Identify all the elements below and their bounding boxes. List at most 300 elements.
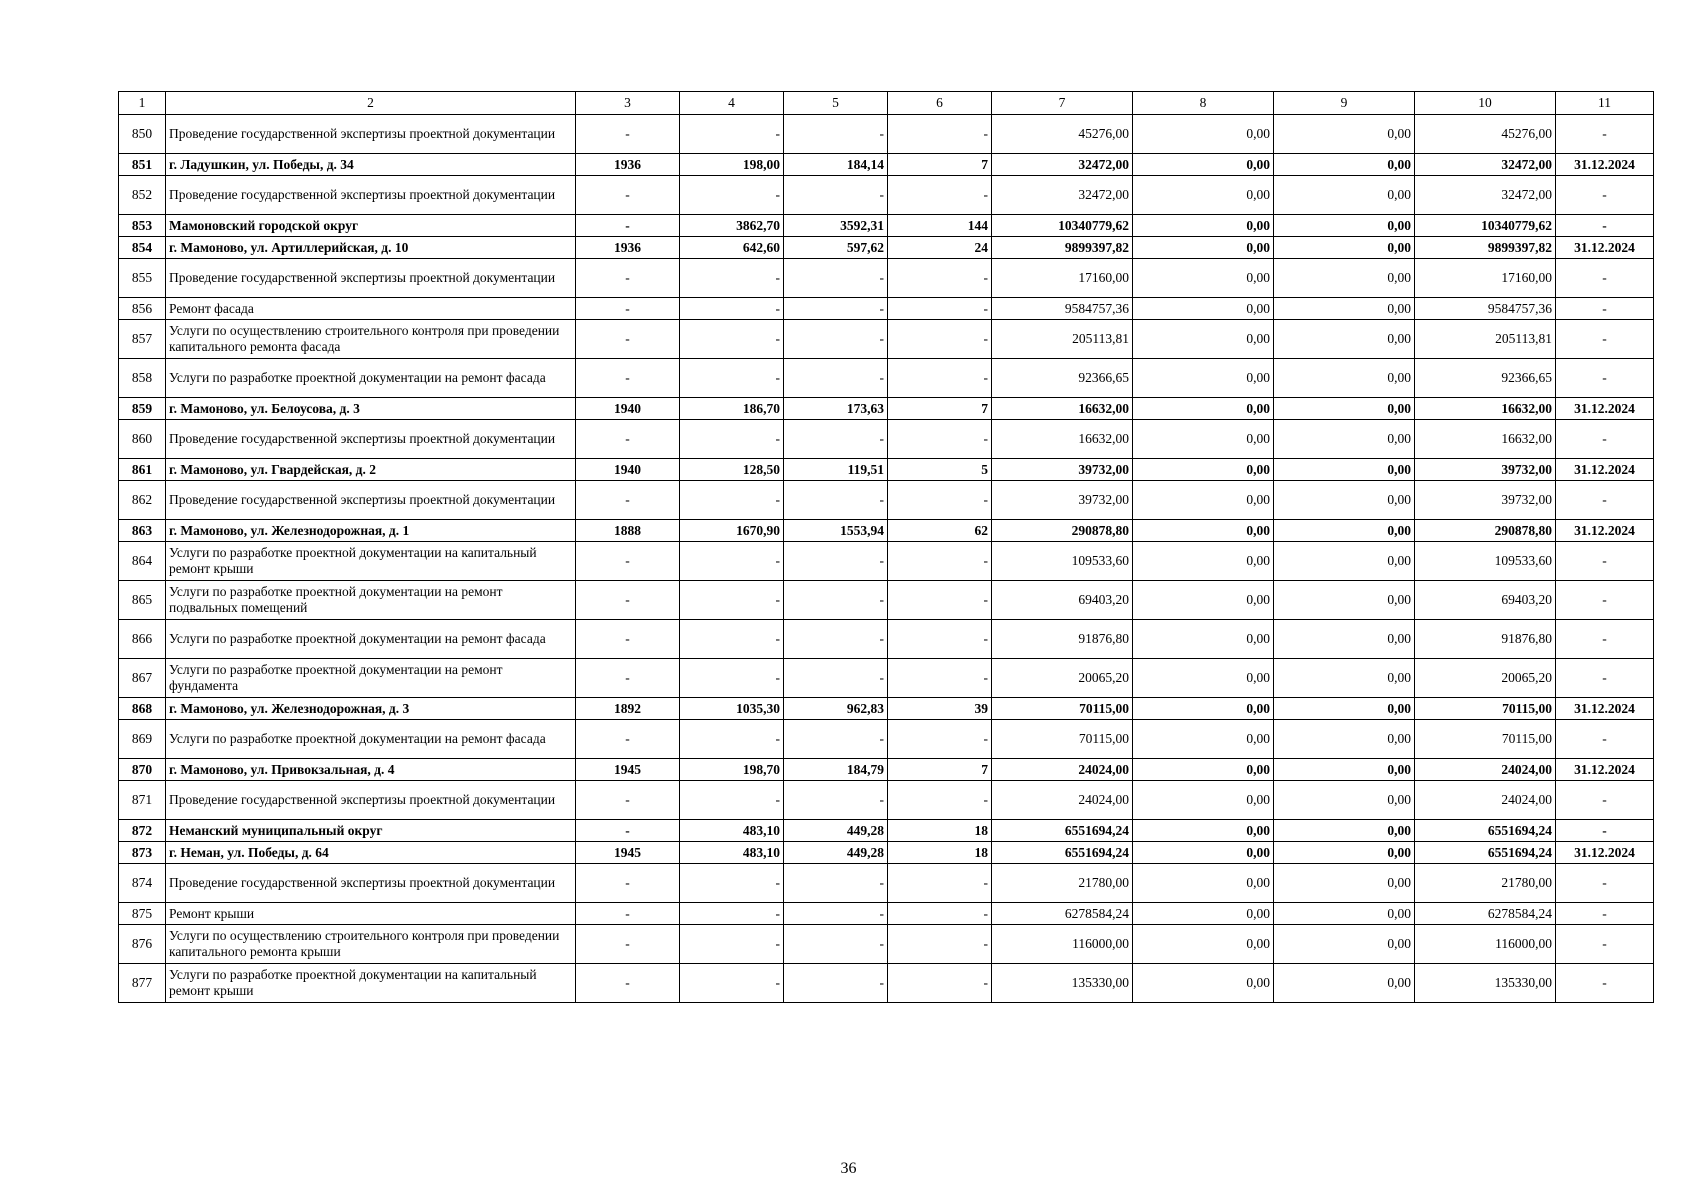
total-area-cell: 642,60 [680, 237, 784, 259]
row-number-cell: 873 [119, 842, 166, 864]
build-year-cell: - [576, 359, 680, 398]
total-area-cell: 128,50 [680, 459, 784, 481]
fund-regional-cell: 0,00 [1274, 542, 1415, 581]
fund-federal-cell: 0,00 [1133, 115, 1274, 154]
fund-owners-cell: 10340779,62 [1415, 215, 1556, 237]
fund-owners-cell: 16632,00 [1415, 398, 1556, 420]
total-area-cell: - [680, 925, 784, 964]
residents-cell: 62 [888, 520, 992, 542]
row-name-cell: Проведение государственной экспертизы проектной документации [166, 420, 576, 459]
row-number-cell: 864 [119, 542, 166, 581]
total-cost-cell: 70115,00 [992, 720, 1133, 759]
deadline-cell: - [1556, 481, 1654, 520]
fund-owners-cell: 6278584,24 [1415, 903, 1556, 925]
residents-cell: 7 [888, 759, 992, 781]
row-number-cell: 865 [119, 581, 166, 620]
living-area-cell: 449,28 [784, 820, 888, 842]
total-cost-cell: 91876,80 [992, 620, 1133, 659]
build-year-cell: - [576, 176, 680, 215]
living-area-cell: 184,14 [784, 154, 888, 176]
fund-regional-cell: 0,00 [1274, 698, 1415, 720]
table-row [119, 215, 1654, 237]
residents-cell: - [888, 176, 992, 215]
row-name-cell: Проведение государственной экспертизы проектной документации [166, 176, 576, 215]
total-cost-cell: 32472,00 [992, 176, 1133, 215]
fund-owners-cell: 17160,00 [1415, 259, 1556, 298]
build-year-cell: 1945 [576, 842, 680, 864]
residents-cell: - [888, 659, 992, 698]
table-row [119, 115, 1654, 154]
row-number-cell: 869 [119, 720, 166, 759]
table-row [119, 359, 1654, 398]
row-name-cell: г. Мамоново, ул. Привокзальная, д. 4 [166, 759, 576, 781]
residents-cell: - [888, 259, 992, 298]
residents-cell: - [888, 864, 992, 903]
table-row [119, 481, 1654, 520]
living-area-cell: - [784, 581, 888, 620]
fund-owners-cell: 109533,60 [1415, 542, 1556, 581]
total-area-cell: 3862,70 [680, 215, 784, 237]
total-area-cell: - [680, 420, 784, 459]
fund-regional-cell: 0,00 [1274, 620, 1415, 659]
row-name-cell: г. Мамоново, ул. Железнодорожная, д. 3 [166, 698, 576, 720]
row-number-cell: 851 [119, 154, 166, 176]
table-row [119, 903, 1654, 925]
total-cost-cell: 92366,65 [992, 359, 1133, 398]
row-name-cell: г. Ладушкин, ул. Победы, д. 34 [166, 154, 576, 176]
column-number-row [119, 92, 1654, 115]
fund-owners-cell: 32472,00 [1415, 176, 1556, 215]
deadline-cell: - [1556, 781, 1654, 820]
deadline-cell: - [1556, 320, 1654, 359]
fund-regional-cell: 0,00 [1274, 842, 1415, 864]
row-name-cell: Проведение государственной экспертизы проектной документации [166, 781, 576, 820]
fund-federal-cell: 0,00 [1133, 237, 1274, 259]
fund-regional-cell: 0,00 [1274, 581, 1415, 620]
deadline-cell: 31.12.2024 [1556, 520, 1654, 542]
fund-federal-cell: 0,00 [1133, 398, 1274, 420]
total-area-cell: 483,10 [680, 842, 784, 864]
fund-owners-cell: 205113,81 [1415, 320, 1556, 359]
table-row [119, 542, 1654, 581]
fund-federal-cell: 0,00 [1133, 842, 1274, 864]
build-year-cell: - [576, 115, 680, 154]
column-header: 6 [888, 92, 992, 115]
deadline-cell: 31.12.2024 [1556, 459, 1654, 481]
total-area-cell: - [680, 720, 784, 759]
fund-regional-cell: 0,00 [1274, 925, 1415, 964]
fund-federal-cell: 0,00 [1133, 520, 1274, 542]
total-cost-cell: 45276,00 [992, 115, 1133, 154]
total-area-cell: 483,10 [680, 820, 784, 842]
deadline-cell: - [1556, 298, 1654, 320]
total-cost-cell: 116000,00 [992, 925, 1133, 964]
total-area-cell: 198,70 [680, 759, 784, 781]
total-area-cell: - [680, 620, 784, 659]
living-area-cell: - [784, 298, 888, 320]
fund-regional-cell: 0,00 [1274, 259, 1415, 298]
row-name-cell: г. Неман, ул. Победы, д. 64 [166, 842, 576, 864]
total-cost-cell: 70115,00 [992, 698, 1133, 720]
table-row [119, 420, 1654, 459]
deadline-cell: - [1556, 115, 1654, 154]
total-area-cell: - [680, 359, 784, 398]
fund-owners-cell: 91876,80 [1415, 620, 1556, 659]
fund-federal-cell: 0,00 [1133, 925, 1274, 964]
table-row [119, 459, 1654, 481]
row-name-cell: Проведение государственной экспертизы проектной документации [166, 115, 576, 154]
fund-regional-cell: 0,00 [1274, 154, 1415, 176]
total-area-cell: - [680, 298, 784, 320]
total-area-cell: - [680, 903, 784, 925]
deadline-cell: - [1556, 964, 1654, 1003]
total-cost-cell: 6551694,24 [992, 820, 1133, 842]
row-name-cell: Услуги по осуществлению строительного контроля при проведении капитального ремонта крыши [166, 925, 576, 964]
fund-regional-cell: 0,00 [1274, 481, 1415, 520]
row-number-cell: 850 [119, 115, 166, 154]
fund-regional-cell: 0,00 [1274, 903, 1415, 925]
deadline-cell: - [1556, 925, 1654, 964]
table-row [119, 964, 1654, 1003]
build-year-cell: 1936 [576, 237, 680, 259]
total-cost-cell: 6551694,24 [992, 842, 1133, 864]
total-area-cell: - [680, 781, 784, 820]
fund-regional-cell: 0,00 [1274, 759, 1415, 781]
total-cost-cell: 16632,00 [992, 398, 1133, 420]
living-area-cell: 1553,94 [784, 520, 888, 542]
fund-owners-cell: 70115,00 [1415, 698, 1556, 720]
fund-regional-cell: 0,00 [1274, 820, 1415, 842]
column-header: 9 [1274, 92, 1415, 115]
fund-regional-cell: 0,00 [1274, 398, 1415, 420]
row-number-cell: 853 [119, 215, 166, 237]
fund-owners-cell: 9584757,36 [1415, 298, 1556, 320]
total-cost-cell: 32472,00 [992, 154, 1133, 176]
living-area-cell: - [784, 864, 888, 903]
residents-cell: - [888, 964, 992, 1003]
capital-repair-table [118, 91, 1654, 1003]
fund-regional-cell: 0,00 [1274, 720, 1415, 759]
deadline-cell: - [1556, 659, 1654, 698]
total-area-cell: - [680, 542, 784, 581]
residents-cell: - [888, 903, 992, 925]
row-number-cell: 871 [119, 781, 166, 820]
residents-cell: - [888, 320, 992, 359]
total-area-cell: - [680, 659, 784, 698]
fund-federal-cell: 0,00 [1133, 259, 1274, 298]
total-cost-cell: 20065,20 [992, 659, 1133, 698]
total-area-cell: - [680, 964, 784, 1003]
total-area-cell: - [680, 176, 784, 215]
deadline-cell: - [1556, 581, 1654, 620]
total-area-cell: 1670,90 [680, 520, 784, 542]
build-year-cell: - [576, 620, 680, 659]
build-year-cell: - [576, 820, 680, 842]
deadline-cell: - [1556, 864, 1654, 903]
living-area-cell: - [784, 320, 888, 359]
deadline-cell: - [1556, 903, 1654, 925]
table-row [119, 176, 1654, 215]
fund-federal-cell: 0,00 [1133, 420, 1274, 459]
row-name-cell: г. Мамоново, ул. Гвардейская, д. 2 [166, 459, 576, 481]
row-number-cell: 863 [119, 520, 166, 542]
row-name-cell: Услуги по разработке проектной документации на ремонт подвальных помещений [166, 581, 576, 620]
total-cost-cell: 290878,80 [992, 520, 1133, 542]
row-number-cell: 857 [119, 320, 166, 359]
row-number-cell: 856 [119, 298, 166, 320]
fund-federal-cell: 0,00 [1133, 176, 1274, 215]
column-header: 3 [576, 92, 680, 115]
living-area-cell: 597,62 [784, 237, 888, 259]
residents-cell: 39 [888, 698, 992, 720]
column-header: 10 [1415, 92, 1556, 115]
table-row [119, 320, 1654, 359]
build-year-cell: - [576, 259, 680, 298]
table-row [119, 520, 1654, 542]
table-row [119, 398, 1654, 420]
living-area-cell: 962,83 [784, 698, 888, 720]
row-number-cell: 867 [119, 659, 166, 698]
living-area-cell: - [784, 720, 888, 759]
residents-cell: 5 [888, 459, 992, 481]
total-cost-cell: 10340779,62 [992, 215, 1133, 237]
row-name-cell: г. Мамоново, ул. Железнодорожная, д. 1 [166, 520, 576, 542]
fund-federal-cell: 0,00 [1133, 481, 1274, 520]
fund-federal-cell: 0,00 [1133, 820, 1274, 842]
row-name-cell: г. Мамоново, ул. Белоусова, д. 3 [166, 398, 576, 420]
row-number-cell: 862 [119, 481, 166, 520]
living-area-cell: 119,51 [784, 459, 888, 481]
living-area-cell: - [784, 964, 888, 1003]
total-area-cell: 186,70 [680, 398, 784, 420]
table-row [119, 659, 1654, 698]
fund-federal-cell: 0,00 [1133, 298, 1274, 320]
fund-owners-cell: 24024,00 [1415, 759, 1556, 781]
deadline-cell: 31.12.2024 [1556, 154, 1654, 176]
fund-regional-cell: 0,00 [1274, 215, 1415, 237]
fund-owners-cell: 32472,00 [1415, 154, 1556, 176]
fund-owners-cell: 92366,65 [1415, 359, 1556, 398]
deadline-cell: - [1556, 542, 1654, 581]
build-year-cell: 1940 [576, 459, 680, 481]
fund-regional-cell: 0,00 [1274, 659, 1415, 698]
build-year-cell: - [576, 298, 680, 320]
living-area-cell: - [784, 781, 888, 820]
build-year-cell: 1888 [576, 520, 680, 542]
deadline-cell: - [1556, 359, 1654, 398]
fund-federal-cell: 0,00 [1133, 215, 1274, 237]
fund-federal-cell: 0,00 [1133, 620, 1274, 659]
fund-regional-cell: 0,00 [1274, 298, 1415, 320]
living-area-cell: - [784, 542, 888, 581]
build-year-cell: - [576, 481, 680, 520]
total-cost-cell: 24024,00 [992, 781, 1133, 820]
fund-regional-cell: 0,00 [1274, 964, 1415, 1003]
deadline-cell: - [1556, 259, 1654, 298]
column-header: 5 [784, 92, 888, 115]
build-year-cell: - [576, 215, 680, 237]
table-body [119, 92, 1654, 1003]
row-number-cell: 866 [119, 620, 166, 659]
build-year-cell: 1940 [576, 398, 680, 420]
residents-cell: 18 [888, 842, 992, 864]
table-row [119, 698, 1654, 720]
living-area-cell: - [784, 903, 888, 925]
deadline-cell: 31.12.2024 [1556, 398, 1654, 420]
row-number-cell: 876 [119, 925, 166, 964]
deadline-cell: - [1556, 176, 1654, 215]
fund-owners-cell: 24024,00 [1415, 781, 1556, 820]
residents-cell: - [888, 720, 992, 759]
deadline-cell: 31.12.2024 [1556, 698, 1654, 720]
residents-cell: - [888, 420, 992, 459]
total-area-cell: - [680, 581, 784, 620]
fund-owners-cell: 16632,00 [1415, 420, 1556, 459]
fund-owners-cell: 6551694,24 [1415, 820, 1556, 842]
column-header: 7 [992, 92, 1133, 115]
fund-owners-cell: 20065,20 [1415, 659, 1556, 698]
total-cost-cell: 39732,00 [992, 459, 1133, 481]
residents-cell: - [888, 781, 992, 820]
build-year-cell: - [576, 320, 680, 359]
table-row [119, 864, 1654, 903]
total-cost-cell: 16632,00 [992, 420, 1133, 459]
build-year-cell: - [576, 420, 680, 459]
fund-federal-cell: 0,00 [1133, 581, 1274, 620]
fund-federal-cell: 0,00 [1133, 964, 1274, 1003]
total-cost-cell: 39732,00 [992, 481, 1133, 520]
fund-owners-cell: 6551694,24 [1415, 842, 1556, 864]
build-year-cell: - [576, 659, 680, 698]
total-cost-cell: 135330,00 [992, 964, 1133, 1003]
living-area-cell: - [784, 115, 888, 154]
fund-federal-cell: 0,00 [1133, 459, 1274, 481]
row-name-cell: Услуги по разработке проектной документации на ремонт фундамента [166, 659, 576, 698]
total-cost-cell: 205113,81 [992, 320, 1133, 359]
build-year-cell: - [576, 903, 680, 925]
fund-federal-cell: 0,00 [1133, 781, 1274, 820]
table-row [119, 298, 1654, 320]
build-year-cell: - [576, 964, 680, 1003]
fund-owners-cell: 290878,80 [1415, 520, 1556, 542]
build-year-cell: - [576, 581, 680, 620]
row-number-cell: 868 [119, 698, 166, 720]
deadline-cell: 31.12.2024 [1556, 842, 1654, 864]
row-number-cell: 877 [119, 964, 166, 1003]
fund-owners-cell: 21780,00 [1415, 864, 1556, 903]
row-name-cell: г. Мамоново, ул. Артиллерийская, д. 10 [166, 237, 576, 259]
deadline-cell: 31.12.2024 [1556, 759, 1654, 781]
living-area-cell: 449,28 [784, 842, 888, 864]
row-name-cell: Ремонт крыши [166, 903, 576, 925]
fund-federal-cell: 0,00 [1133, 542, 1274, 581]
row-number-cell: 855 [119, 259, 166, 298]
residents-cell: 144 [888, 215, 992, 237]
table-row [119, 925, 1654, 964]
row-name-cell: Ремонт фасада [166, 298, 576, 320]
row-name-cell: Проведение государственной экспертизы проектной документации [166, 259, 576, 298]
total-area-cell: 198,00 [680, 154, 784, 176]
fund-federal-cell: 0,00 [1133, 320, 1274, 359]
fund-owners-cell: 69403,20 [1415, 581, 1556, 620]
row-number-cell: 859 [119, 398, 166, 420]
total-area-cell: - [680, 481, 784, 520]
living-area-cell: - [784, 620, 888, 659]
row-number-cell: 872 [119, 820, 166, 842]
build-year-cell: - [576, 864, 680, 903]
row-name-cell: Неманский муниципальный округ [166, 820, 576, 842]
table-row [119, 259, 1654, 298]
row-name-cell: Мамоновский городской округ [166, 215, 576, 237]
total-area-cell: - [680, 259, 784, 298]
fund-owners-cell: 116000,00 [1415, 925, 1556, 964]
total-cost-cell: 9584757,36 [992, 298, 1133, 320]
residents-cell: 18 [888, 820, 992, 842]
fund-regional-cell: 0,00 [1274, 320, 1415, 359]
table-row [119, 237, 1654, 259]
fund-federal-cell: 0,00 [1133, 759, 1274, 781]
fund-owners-cell: 70115,00 [1415, 720, 1556, 759]
living-area-cell: - [784, 481, 888, 520]
row-name-cell: Проведение государственной экспертизы проектной документации [166, 864, 576, 903]
fund-federal-cell: 0,00 [1133, 359, 1274, 398]
row-number-cell: 874 [119, 864, 166, 903]
column-header: 1 [119, 92, 166, 115]
build-year-cell: - [576, 781, 680, 820]
fund-regional-cell: 0,00 [1274, 864, 1415, 903]
row-name-cell: Услуги по разработке проектной документации на ремонт фасада [166, 720, 576, 759]
living-area-cell: - [784, 359, 888, 398]
row-number-cell: 870 [119, 759, 166, 781]
total-cost-cell: 6278584,24 [992, 903, 1133, 925]
build-year-cell: - [576, 720, 680, 759]
total-cost-cell: 21780,00 [992, 864, 1133, 903]
total-area-cell: - [680, 115, 784, 154]
deadline-cell: - [1556, 720, 1654, 759]
fund-owners-cell: 39732,00 [1415, 481, 1556, 520]
total-cost-cell: 69403,20 [992, 581, 1133, 620]
living-area-cell: - [784, 925, 888, 964]
row-number-cell: 875 [119, 903, 166, 925]
residents-cell: - [888, 298, 992, 320]
residents-cell: - [888, 115, 992, 154]
residents-cell: - [888, 481, 992, 520]
row-number-cell: 861 [119, 459, 166, 481]
fund-owners-cell: 45276,00 [1415, 115, 1556, 154]
row-name-cell: Услуги по осуществлению строительного контроля при проведении капитального ремонта фасада [166, 320, 576, 359]
fund-federal-cell: 0,00 [1133, 864, 1274, 903]
living-area-cell: - [784, 176, 888, 215]
residents-cell: - [888, 620, 992, 659]
row-number-cell: 860 [119, 420, 166, 459]
living-area-cell: 184,79 [784, 759, 888, 781]
table-row [119, 154, 1654, 176]
total-cost-cell: 109533,60 [992, 542, 1133, 581]
build-year-cell: - [576, 925, 680, 964]
fund-federal-cell: 0,00 [1133, 154, 1274, 176]
column-header: 8 [1133, 92, 1274, 115]
residents-cell: - [888, 542, 992, 581]
living-area-cell: 173,63 [784, 398, 888, 420]
total-cost-cell: 24024,00 [992, 759, 1133, 781]
table-row [119, 759, 1654, 781]
build-year-cell: - [576, 542, 680, 581]
column-header: 11 [1556, 92, 1654, 115]
deadline-cell: - [1556, 820, 1654, 842]
residents-cell: - [888, 925, 992, 964]
residents-cell: - [888, 581, 992, 620]
column-header: 4 [680, 92, 784, 115]
